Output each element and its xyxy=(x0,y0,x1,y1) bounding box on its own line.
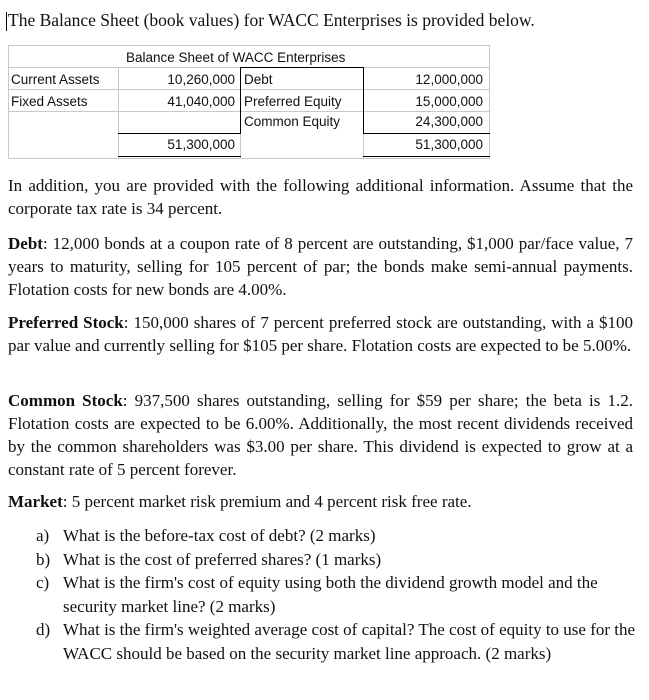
common-paragraph xyxy=(8,389,633,481)
liability-label: Common Equity xyxy=(244,114,341,129)
question-text: What is the cost of preferred shares? (1 marks) xyxy=(63,549,382,569)
question-text: What is the firm's weighted average cost of capital? The cost of equity to use for the WACC should be based on the security market line approach. (2 marks) xyxy=(63,620,636,663)
question-item xyxy=(36,524,636,548)
grid-line xyxy=(8,45,490,46)
preferred-label: Preferred Stock xyxy=(8,313,124,332)
preferred-paragraph xyxy=(8,311,633,357)
question-label: c) xyxy=(36,573,50,592)
liability-label: Preferred Equity xyxy=(244,94,342,109)
grid-line xyxy=(489,45,490,159)
total-assets: 51,300,000 xyxy=(167,137,235,152)
question-text: What is the firm's cost of equity using both the dividend growth model and the security market line? (2 marks) xyxy=(63,573,598,616)
total-liabilities: 51,300,000 xyxy=(415,137,483,152)
asset-label: Current Assets xyxy=(11,72,100,87)
question-text: What is the before-tax cost of debt? (2 marks) xyxy=(63,526,376,545)
market-text: : 5 percent market risk premium and 4 percent risk free rate. xyxy=(62,492,472,511)
liability-border xyxy=(240,67,241,134)
question-label: d) xyxy=(36,620,51,639)
grid-line xyxy=(8,158,490,159)
market-paragraph xyxy=(8,490,633,513)
intro-text: The Balance Sheet (book values) for WACC Enterprises is provided below. xyxy=(8,10,535,30)
asset-label: Fixed Assets xyxy=(11,94,88,109)
question-item xyxy=(36,618,636,665)
asset-value: 10,260,000 xyxy=(167,72,235,87)
market-label: Market xyxy=(8,492,63,511)
text-cursor xyxy=(6,12,7,31)
asset-value: 41,040,000 xyxy=(167,94,235,109)
preferred-text: : 150,000 shares of 7 percent preferred stock are outstanding, with a $100 par value and currently selling for $105 per share. Flotation costs are expected to be 5.00%. xyxy=(8,313,633,355)
question-label: a) xyxy=(36,526,50,545)
debt-text: : 12,000 bonds at a coupon rate of 8 percent are outstanding, $1,000 par/face value, 7 years to maturity, selling for 105 percent of par; the bonds make semi-annual payments. Flotation costs for new bonds are 4.00%. xyxy=(8,234,633,299)
debt-label: Debt xyxy=(8,234,43,253)
common-text: : 937,500 shares outstanding, selling for $59 per share; the beta is 1.2. Flotation costs are expected to be 6.00%. Additionally, the most recent dividends received by the common shareholders was $3.00 per share. This dividend is expected to grow at a constant rate of 5 percent forever. xyxy=(8,391,633,479)
debt-paragraph xyxy=(8,232,633,301)
double-underline xyxy=(363,156,490,157)
sheet-title: Balance Sheet of WACC Enterprises xyxy=(126,50,346,65)
balance-sheet-table xyxy=(8,45,490,159)
common-label: Common Stock xyxy=(8,391,123,410)
liability-value: 24,300,000 xyxy=(415,114,483,129)
additional-info: In addition, you are provided with the following additional information. Assume that the corporate tax rate is 34 percent. xyxy=(8,176,633,218)
question-item xyxy=(36,548,636,572)
liability-label: Debt xyxy=(244,72,273,87)
grid-line xyxy=(8,45,9,159)
liability-value: 12,000,000 xyxy=(415,72,483,87)
question-list xyxy=(36,524,636,665)
double-underline xyxy=(118,156,241,157)
question-label: b) xyxy=(36,549,51,569)
liability-value: 15,000,000 xyxy=(415,94,483,109)
question-item xyxy=(36,571,636,618)
